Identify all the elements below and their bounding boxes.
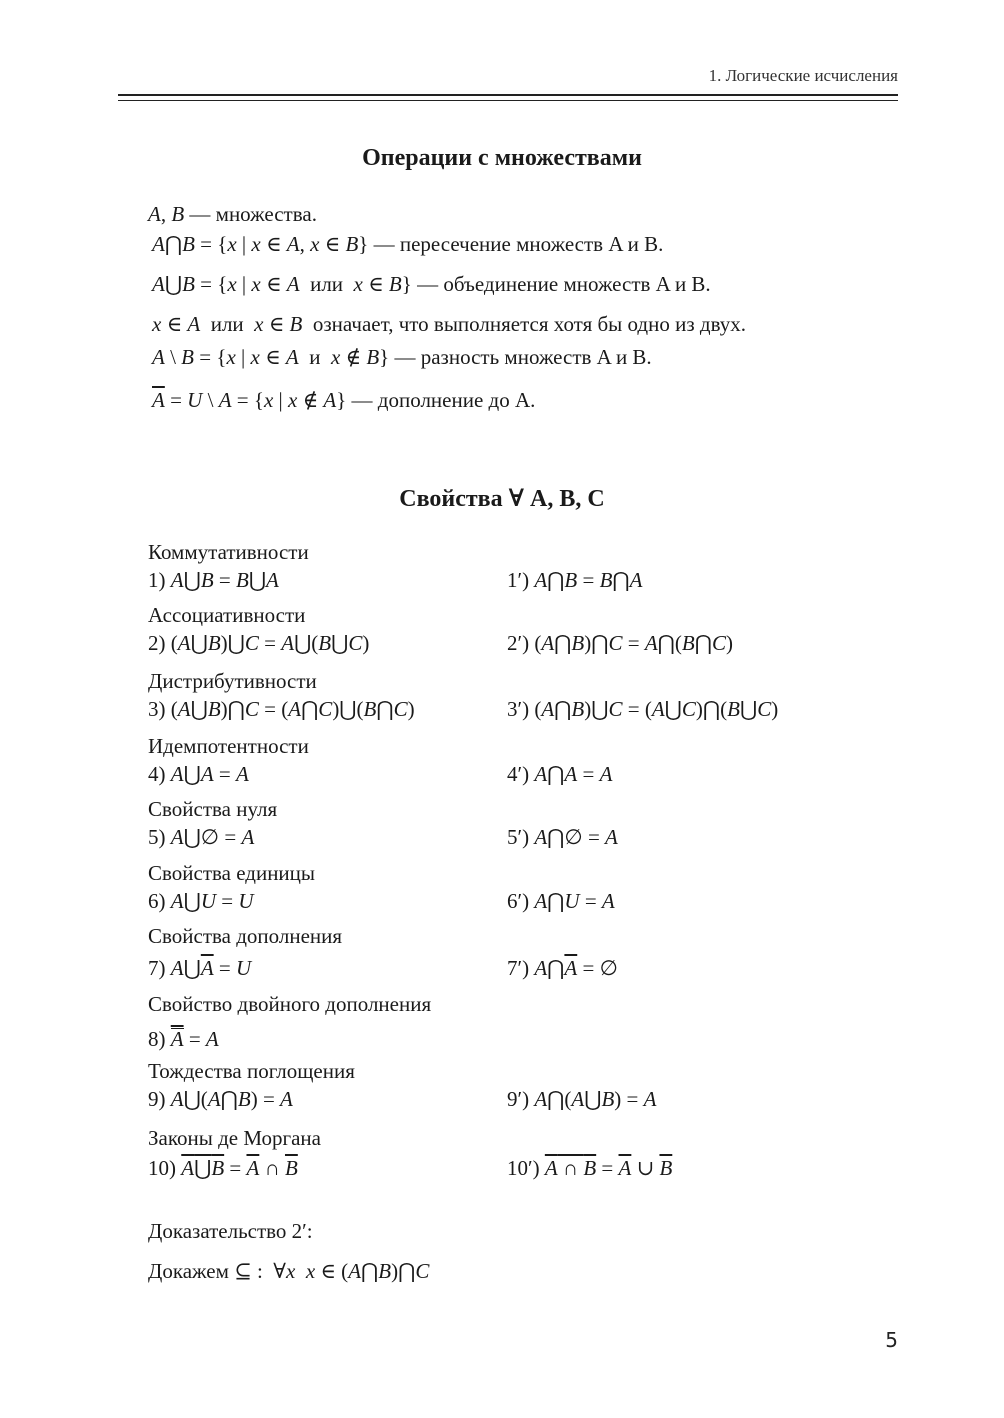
or-meaning-text: означает, что выполняется хотя бы одно из двух. xyxy=(312,312,747,336)
group-name-idempotence: Идемпотентности xyxy=(148,734,309,758)
formula-5: 5) A⋃∅ = A xyxy=(148,825,255,849)
section-title-properties: Свойства ∀ A, B, C xyxy=(399,486,605,512)
page-number: 5 xyxy=(885,1328,898,1352)
formula-10: 10) A⋃B = $\overline{A}$ ∩ $\overline{B}$ xyxy=(148,1156,298,1180)
union-definition: A⋃B = {x | x ∈ A или x ∈ B} — объединение множеств A и B. xyxy=(152,272,711,296)
formula-3: 3) (A⋃B)⋂C = (A⋂C)⋃(B⋂C) xyxy=(148,697,415,721)
union-desc: — объединение множеств A и B. xyxy=(417,272,711,296)
group-name-de-morgan: Законы де Моргана xyxy=(148,1126,321,1150)
formula-7-prime: 7′) $A⋂\overline{A}$ = ∅ xyxy=(507,956,618,980)
formula-7: 7) $A⋃\overline{A} = U$ xyxy=(148,956,252,980)
formula-1-prime: 1′) A⋂B = B⋂A xyxy=(507,568,643,592)
group-name-complement: Свойства дополнения xyxy=(148,924,343,948)
or-word-2: или xyxy=(210,312,244,336)
group-name-zero: Свойства нуля xyxy=(148,797,278,821)
complement-definition: $\overline{A} = U$ \ A = {x | x ∉ A} — дополнение до A. xyxy=(152,388,536,412)
formula-6: 6) A⋃U = U xyxy=(148,889,254,913)
sets-intro-text: — множества. xyxy=(189,202,317,226)
group-name-unit: Свойства единицы xyxy=(148,861,316,885)
and-word: и xyxy=(309,345,321,369)
section-title-operations: Операции с множествами xyxy=(362,145,642,171)
proof-heading: Доказательство 2′: xyxy=(148,1219,313,1243)
intersection-desc: — пересечение множеств A и B. xyxy=(373,232,664,256)
or-meaning: x ∈ A или x ∈ B означает, что выполняется хотя бы одно из двух. xyxy=(152,312,747,336)
formula-2: 2) (A⋃B)⋃C = A⋃(B⋃C) xyxy=(148,631,370,655)
group-name-double-complement: Свойство двойного дополнения xyxy=(148,992,432,1016)
group-name-commutativity: Коммутативности xyxy=(148,540,309,564)
formula-8: 8) $\overline{A} = A$ xyxy=(148,1027,219,1051)
formula-9: 9) A⋃(A⋂B) = A xyxy=(148,1087,293,1111)
or-word: или xyxy=(310,272,344,296)
formula-5-prime: 5′) A⋂∅ = A xyxy=(507,825,618,849)
proof-line-prefix: Докажем xyxy=(148,1259,229,1283)
formula-6-prime: 6′) A⋂U = A xyxy=(507,889,615,913)
proof-line: Докажем ⊆ : ∀x x ∈ (A⋂B)⋂C xyxy=(148,1259,430,1283)
formula-4: 4) A⋃A = A xyxy=(148,762,249,786)
complement-desc: — дополнение до A. xyxy=(351,388,536,412)
sets-intro: A, B — множества. xyxy=(148,202,317,226)
formula-1: 1) A⋃B = B⋃A xyxy=(148,568,279,592)
formula-4-prime: 4′) A⋂A = A xyxy=(507,762,613,786)
intersection-definition: A⋂B = {x | x ∈ A, x ∈ B} — пересечение множеств A и B. xyxy=(152,232,664,256)
running-header: 1. Логические исчисления xyxy=(708,66,898,85)
formula-9-prime: 9′) A⋂(A⋃B) = A xyxy=(507,1087,657,1111)
group-name-associativity: Ассоциативности xyxy=(148,603,306,627)
formula-10-prime: 10′) A ∩ $B = \overline{A}$ ∪ $\overline{B}$ xyxy=(507,1156,673,1180)
difference-desc: — разность множеств A и B. xyxy=(394,345,652,369)
header-rule-thin xyxy=(118,100,898,101)
difference-definition: A \ B = {x | x ∈ A и x ∉ B} — разность множеств A и B. xyxy=(152,345,652,369)
formula-2-prime: 2′) (A⋂B)⋂C = A⋂(B⋂C) xyxy=(507,631,733,655)
header-rule xyxy=(118,94,898,96)
group-name-distributivity: Дистрибутивности xyxy=(148,669,317,693)
group-name-absorption: Тождества поглощения xyxy=(148,1059,355,1083)
formula-3-prime: 3′) (A⋂B)⋃C = (A⋃C)⋂(B⋃C) xyxy=(507,697,779,721)
